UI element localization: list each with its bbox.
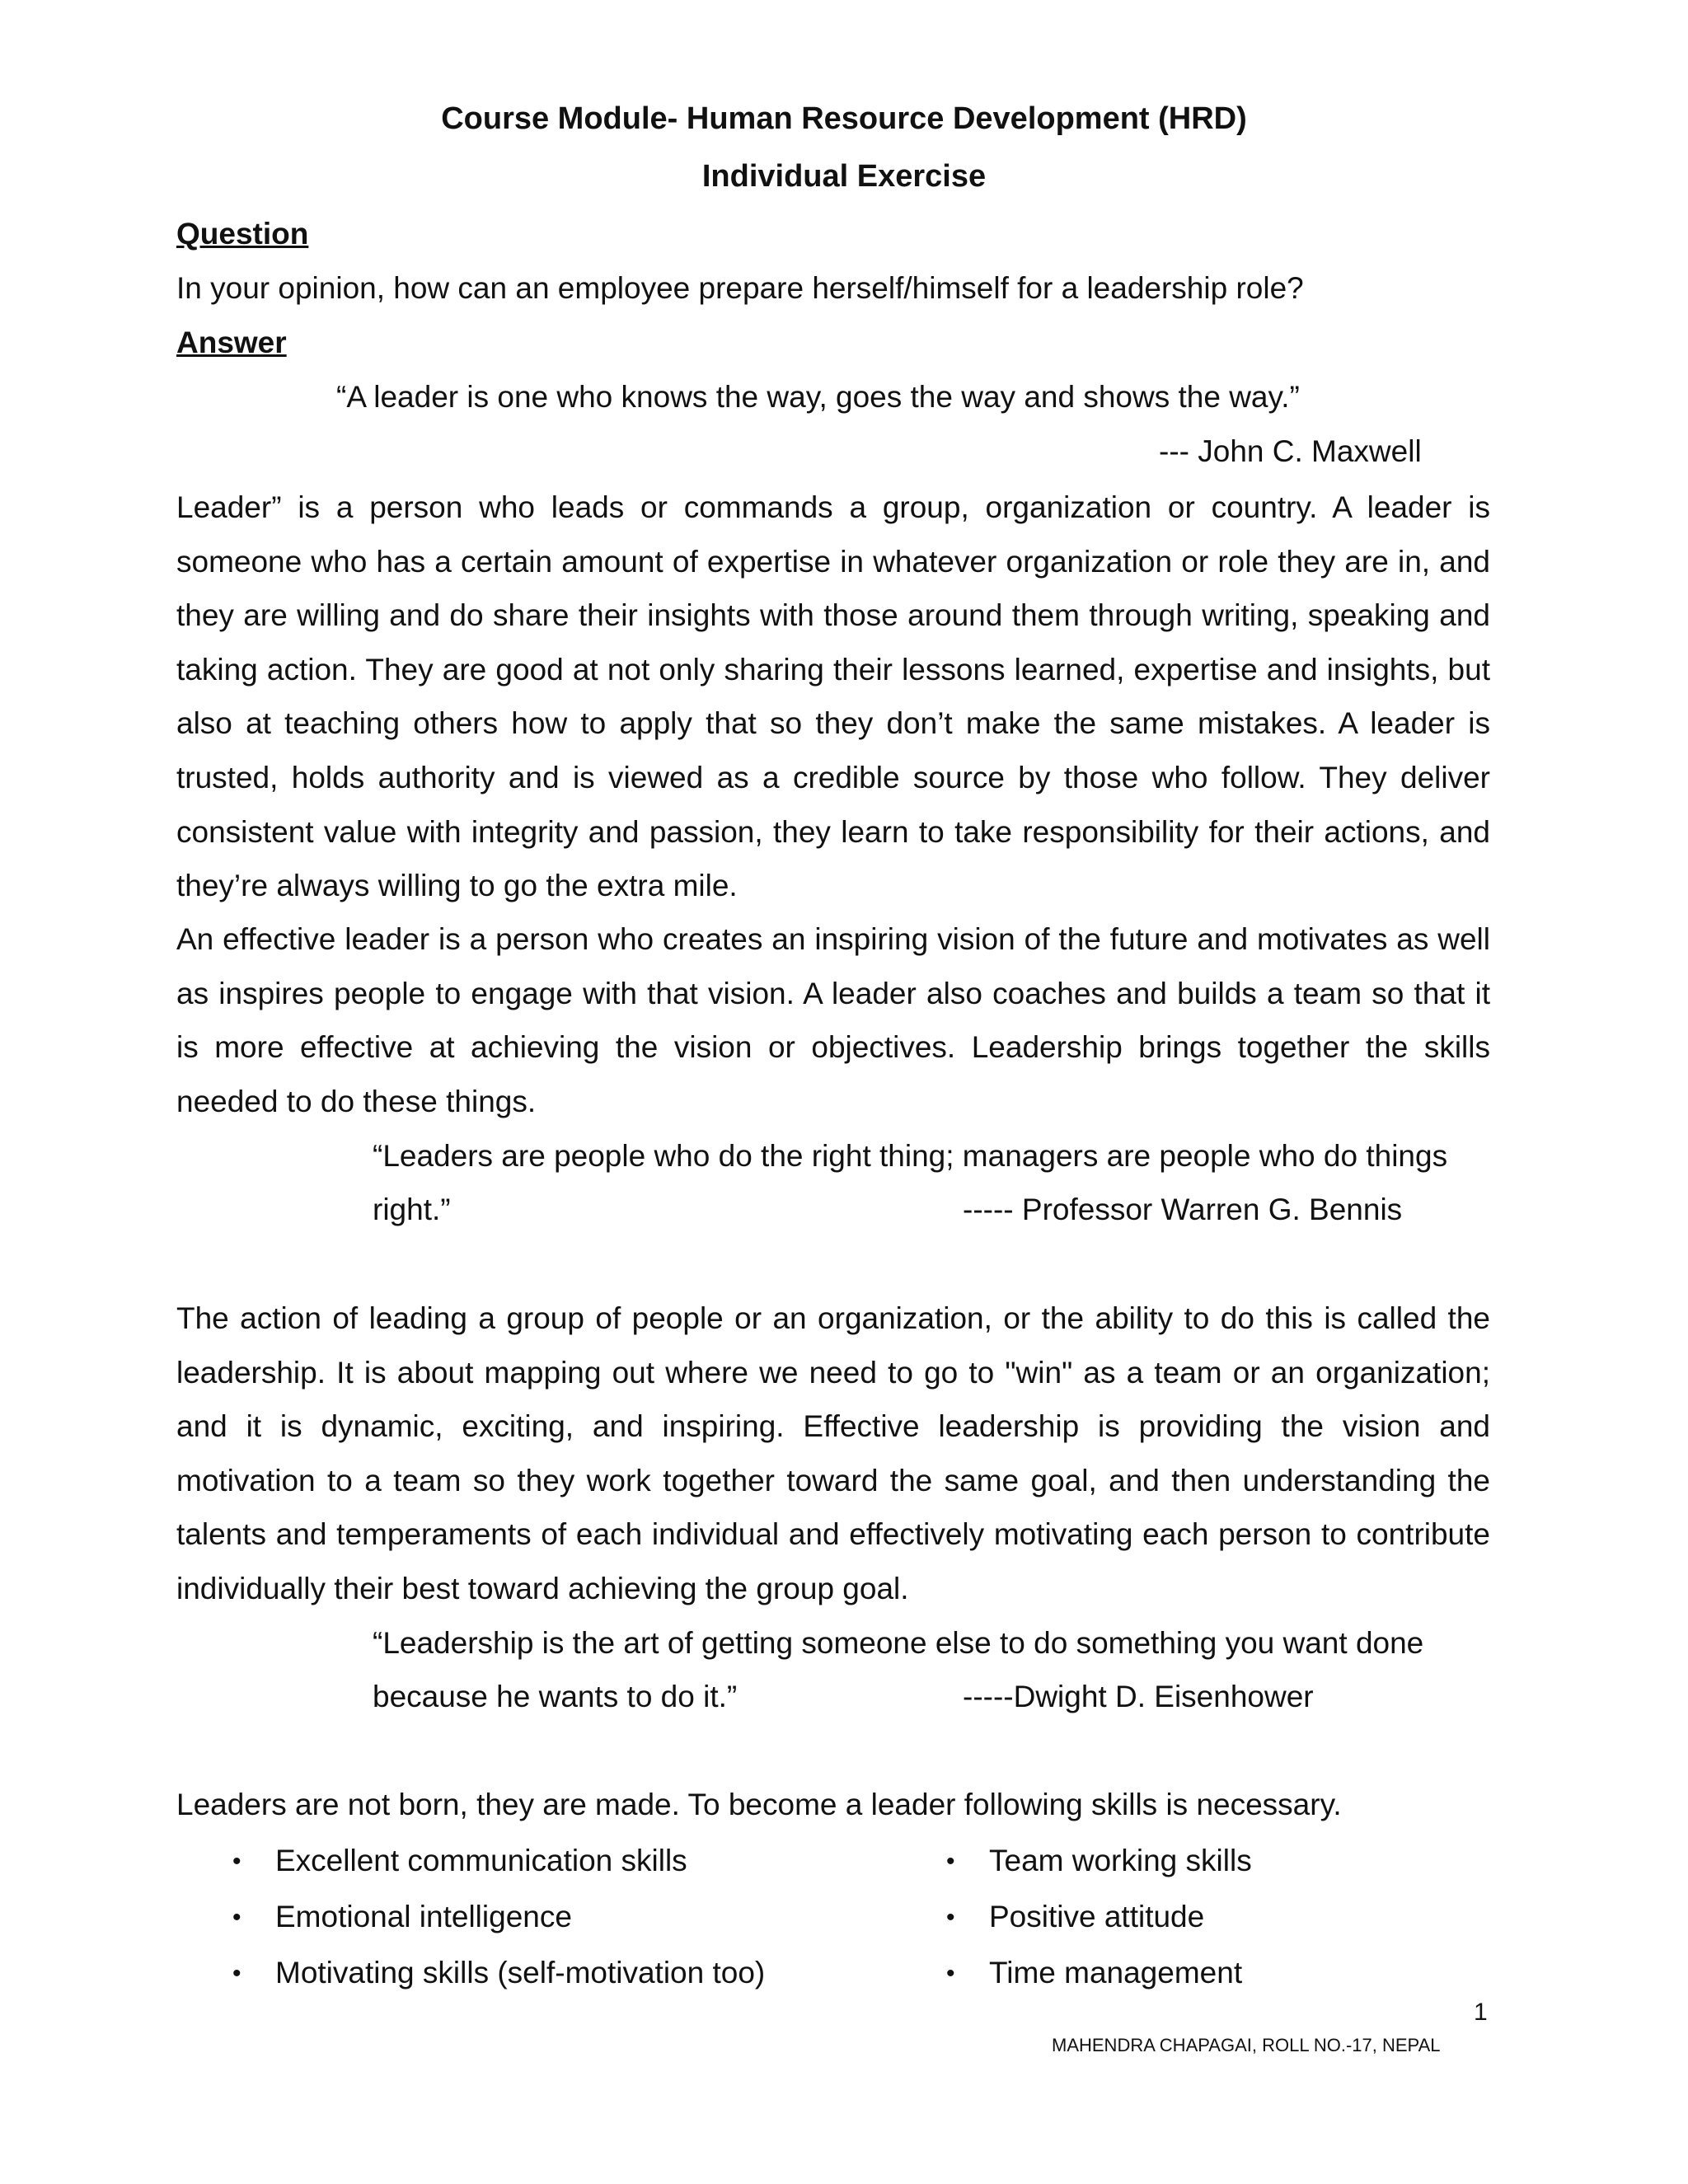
quote-bennis: “Leaders are people who do the right thing; managers are people who do things <box>373 1139 1448 1173</box>
list-item: Time management <box>989 1956 1243 1990</box>
quote-maxwell-author: --- John C. Maxwell <box>1159 434 1422 468</box>
document-title: Course Module- Human Resource Development (HRD) <box>441 101 1247 136</box>
bullet-icon: • <box>232 1960 241 1987</box>
list-item: Positive attitude <box>989 1900 1205 1933</box>
footer-author: MAHENDRA CHAPAGAI, ROLL NO.-17, NEPAL <box>1052 2035 1441 2055</box>
answer-heading: Answer <box>176 326 287 359</box>
quote-eisenhower-end: because he wants to do it.” <box>373 1680 738 1713</box>
question-heading: Question <box>176 217 309 251</box>
paragraph-leadership-definition: The action of leading a group of people or an organization, or the ability to do this is called the leadership. It is about mapping out where we need to go to "win" as a team or an organization; and it is dynamic, exciting, and inspiring. Effective leadership is providing the vision and motivation to a team so they work together toward the same goal, and then understanding the talents and temperaments of each individual and effectively motivating each person to contribute individually their best toward achieving the group goal. <box>176 1301 1490 1605</box>
page-number: 1 <box>1474 1999 1488 2026</box>
list-item: Excellent communication skills <box>275 1844 687 1877</box>
quote-bennis-author: ----- Professor Warren G. Bennis <box>963 1193 1403 1226</box>
bullet-icon: • <box>232 1848 241 1875</box>
quote-maxwell: “A leader is one who knows the way, goes the way and shows the way.” <box>336 380 1300 414</box>
list-item: Emotional intelligence <box>275 1900 572 1933</box>
document-subtitle: Individual Exercise <box>701 159 987 194</box>
quote-bennis-end: right.” <box>373 1193 451 1226</box>
bullet-icon: • <box>946 1960 955 1987</box>
paragraph-effective-leader: An effective leader is a person who creates an inspiring vision of the future and motivates as well as inspires people to engage with that vision. A leader also coaches and builds a team so that it is more effective at achieving the vision or objectives. Leadership brings together the skills needed to do these things. <box>176 922 1490 1118</box>
list-item: Team working skills <box>989 1844 1252 1877</box>
bullet-icon: • <box>232 1904 241 1931</box>
skills-intro: Leaders are not born, they are made. To become a leader following skills is necessary. <box>176 1788 1342 1821</box>
question-text: In your opinion, how can an employee prepare herself/himself for a leadership role? <box>176 271 1304 305</box>
bullet-icon: • <box>946 1904 955 1931</box>
paragraph-leader-definition: Leader” is a person who leads or commands a group, organization or country. A leader is someone who has a certain amount of expertise in whatever organization or role they are in, and they are willing and do share their insights with those around them through writing, speaking and taking action. They are good at not only sharing their lessons learned, expertise and insights, but also at teaching others how to apply that so they don’t make the same mistakes. A leader is trusted, holds authority and is viewed as a credible source by those who follow. They deliver consistent value with integrity and passion, they learn to take responsibility for their actions, and they’re always willing to go the extra mile. <box>176 490 1490 903</box>
quote-eisenhower: “Leadership is the art of getting someone else to do something you want done <box>373 1626 1424 1660</box>
quote-eisenhower-author: -----Dwight D. Eisenhower <box>963 1680 1314 1713</box>
list-item: Motivating skills (self-motivation too) <box>275 1956 766 1990</box>
bullet-icon: • <box>946 1848 955 1875</box>
